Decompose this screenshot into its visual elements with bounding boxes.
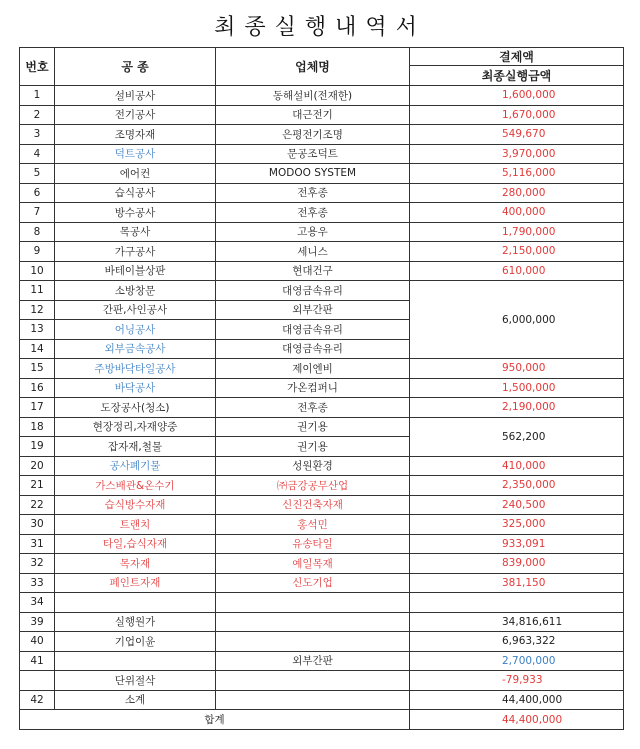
row-amount: 2,350,000 — [410, 476, 624, 496]
table-row — [20, 164, 624, 184]
row-no: 15 — [20, 359, 55, 379]
table-row — [20, 554, 624, 574]
header-payment: 결제액 — [410, 48, 624, 66]
table-row — [20, 203, 624, 223]
row-trade: 목자재 — [55, 554, 216, 574]
table-row — [20, 359, 624, 379]
row-no: 33 — [20, 573, 55, 593]
row-no: 12 — [20, 300, 55, 320]
table-row — [20, 183, 624, 203]
row-trade: 가구공사 — [55, 242, 216, 262]
row-trade: 공사폐기물 — [55, 456, 216, 476]
table-row — [20, 281, 624, 301]
row-trade: 목공사 — [55, 222, 216, 242]
total-label: 합계 — [20, 710, 410, 730]
row-no: 19 — [20, 437, 55, 457]
table-row — [20, 242, 624, 262]
execution-ledger-table — [19, 47, 624, 730]
table-row — [20, 515, 624, 535]
row-amount: 325,000 — [410, 515, 624, 535]
table-row — [20, 144, 624, 164]
row-amount: 2,150,000 — [410, 242, 624, 262]
row-company: 고용우 — [216, 222, 410, 242]
row-company: 외부간판 — [216, 651, 410, 671]
row-no: 21 — [20, 476, 55, 496]
row-amount: 933,091 — [410, 534, 624, 554]
row-amount: 280,000 — [410, 183, 624, 203]
table-row — [20, 222, 624, 242]
table-row — [20, 651, 624, 671]
table-row — [20, 417, 624, 437]
row-company: 외부간판 — [216, 300, 410, 320]
table-row — [20, 534, 624, 554]
row-trade: 트랜치 — [55, 515, 216, 535]
row-company: 대영금속유리 — [216, 320, 410, 340]
row-company — [216, 671, 410, 691]
row-company: 성원환경 — [216, 456, 410, 476]
row-trade: 단위절삭 — [55, 671, 216, 691]
row-company: 가온컴퍼니 — [216, 378, 410, 398]
row-trade: 에어컨 — [55, 164, 216, 184]
total-amount: 44,400,000 — [410, 710, 624, 730]
row-no: 5 — [20, 164, 55, 184]
row-trade: 습식방수자재 — [55, 495, 216, 515]
table-row — [20, 632, 624, 652]
row-trade: 도장공사(청소) — [55, 398, 216, 418]
row-company: 문공조덕트 — [216, 144, 410, 164]
row-no: 18 — [20, 417, 55, 437]
row-company: 유송타일 — [216, 534, 410, 554]
row-company: 전후종 — [216, 203, 410, 223]
row-trade: 바테이블상판 — [55, 261, 216, 281]
row-no: 6 — [20, 183, 55, 203]
row-no — [20, 671, 55, 691]
row-trade: 소계 — [55, 690, 216, 710]
row-trade: 가스배관&온수기 — [55, 476, 216, 496]
row-no: 42 — [20, 690, 55, 710]
row-merged-amount: 562,200 — [410, 417, 624, 456]
row-no: 32 — [20, 554, 55, 574]
row-trade: 현장정리,자재양중 — [55, 417, 216, 437]
row-no: 41 — [20, 651, 55, 671]
row-amount: 240,500 — [410, 495, 624, 515]
row-no: 16 — [20, 378, 55, 398]
row-company: 대영금속유리 — [216, 281, 410, 301]
row-company: 권기용 — [216, 417, 410, 437]
row-trade: 어닝공사 — [55, 320, 216, 340]
row-amount: 1,600,000 — [410, 86, 624, 106]
row-trade: 바닥공사 — [55, 378, 216, 398]
row-no: 11 — [20, 281, 55, 301]
row-trade: 전기공사 — [55, 105, 216, 125]
table-row — [20, 495, 624, 515]
table-row — [20, 378, 624, 398]
row-company: 대근전기 — [216, 105, 410, 125]
row-amount: 1,500,000 — [410, 378, 624, 398]
table-row — [20, 125, 624, 145]
row-no: 9 — [20, 242, 55, 262]
row-no: 39 — [20, 612, 55, 632]
row-no: 14 — [20, 339, 55, 359]
row-no: 1 — [20, 86, 55, 106]
row-no: 40 — [20, 632, 55, 652]
row-amount: 1,790,000 — [410, 222, 624, 242]
row-amount: 2,190,000 — [410, 398, 624, 418]
row-company — [216, 632, 410, 652]
row-no: 7 — [20, 203, 55, 223]
row-amount: 1,670,000 — [410, 105, 624, 125]
row-company: 신진건축자재 — [216, 495, 410, 515]
row-trade: 기업이윤 — [55, 632, 216, 652]
table-row — [20, 398, 624, 418]
row-amount: 3,970,000 — [410, 144, 624, 164]
row-trade: 덕트공사 — [55, 144, 216, 164]
row-trade: 외부금속공사 — [55, 339, 216, 359]
row-no: 34 — [20, 593, 55, 613]
row-company — [216, 612, 410, 632]
row-amount — [410, 593, 624, 613]
header-final-amount: 최종실행금액 — [410, 66, 624, 86]
row-no: 8 — [20, 222, 55, 242]
row-merged-amount: 6,000,000 — [410, 281, 624, 359]
row-no: 3 — [20, 125, 55, 145]
row-trade: 주방바닥타일공사 — [55, 359, 216, 379]
row-company: 세니스 — [216, 242, 410, 262]
row-amount: 549,670 — [410, 125, 624, 145]
row-no: 2 — [20, 105, 55, 125]
row-trade: 조명자재 — [55, 125, 216, 145]
row-no: 31 — [20, 534, 55, 554]
row-amount: 400,000 — [410, 203, 624, 223]
header-company: 업체명 — [216, 48, 410, 86]
row-company: 예일목재 — [216, 554, 410, 574]
table-row — [20, 476, 624, 496]
row-company: 전후종 — [216, 398, 410, 418]
row-trade: 소방창문 — [55, 281, 216, 301]
row-no: 4 — [20, 144, 55, 164]
row-amount: -79,933 — [410, 671, 624, 691]
row-no: 13 — [20, 320, 55, 340]
row-trade: 습식공사 — [55, 183, 216, 203]
table-row — [20, 612, 624, 632]
row-company: 현대건구 — [216, 261, 410, 281]
row-company: MODOO SYSTEM — [216, 164, 410, 184]
table-row — [20, 690, 624, 710]
table-row — [20, 86, 624, 106]
row-amount: 381,150 — [410, 573, 624, 593]
row-amount: 610,000 — [410, 261, 624, 281]
table-row — [20, 105, 624, 125]
table-row — [20, 456, 624, 476]
row-company — [216, 690, 410, 710]
row-amount: 410,000 — [410, 456, 624, 476]
row-company: 제이엔비 — [216, 359, 410, 379]
row-trade: 페인트자재 — [55, 573, 216, 593]
table-row — [20, 671, 624, 691]
table-row — [20, 593, 624, 613]
row-company: 은평전기조명 — [216, 125, 410, 145]
row-trade: 잡자재,철물 — [55, 437, 216, 457]
row-no: 17 — [20, 398, 55, 418]
row-amount: 34,816,611 — [410, 612, 624, 632]
row-company: ㈜금강공무산업 — [216, 476, 410, 496]
row-trade: 간판,사인공사 — [55, 300, 216, 320]
ledger-body — [20, 86, 624, 710]
row-company: 권기용 — [216, 437, 410, 457]
row-trade — [55, 651, 216, 671]
row-company: 홍석민 — [216, 515, 410, 535]
row-company: 신도기업 — [216, 573, 410, 593]
row-trade: 방수공사 — [55, 203, 216, 223]
row-amount: 5,116,000 — [410, 164, 624, 184]
document-title: 최종실행내역서 — [214, 15, 426, 40]
row-trade: 설비공사 — [55, 86, 216, 106]
row-company: 대영금속유리 — [216, 339, 410, 359]
row-amount: 839,000 — [410, 554, 624, 574]
row-amount: 950,000 — [410, 359, 624, 379]
row-amount: 2,700,000 — [410, 651, 624, 671]
row-trade: 타일,습식자재 — [55, 534, 216, 554]
row-trade — [55, 593, 216, 613]
row-company: 동해설비(전재한) — [216, 86, 410, 106]
row-amount: 6,963,322 — [410, 632, 624, 652]
row-no: 22 — [20, 495, 55, 515]
row-amount: 44,400,000 — [410, 690, 624, 710]
row-company: 전후종 — [216, 183, 410, 203]
header-trade: 공 종 — [55, 48, 216, 86]
total-row — [20, 710, 624, 730]
row-company — [216, 593, 410, 613]
table-row — [20, 573, 624, 593]
table-row — [20, 261, 624, 281]
row-trade: 실행원가 — [55, 612, 216, 632]
row-no: 30 — [20, 515, 55, 535]
header-no: 번호 — [20, 48, 55, 86]
row-no: 20 — [20, 456, 55, 476]
row-no: 10 — [20, 261, 55, 281]
